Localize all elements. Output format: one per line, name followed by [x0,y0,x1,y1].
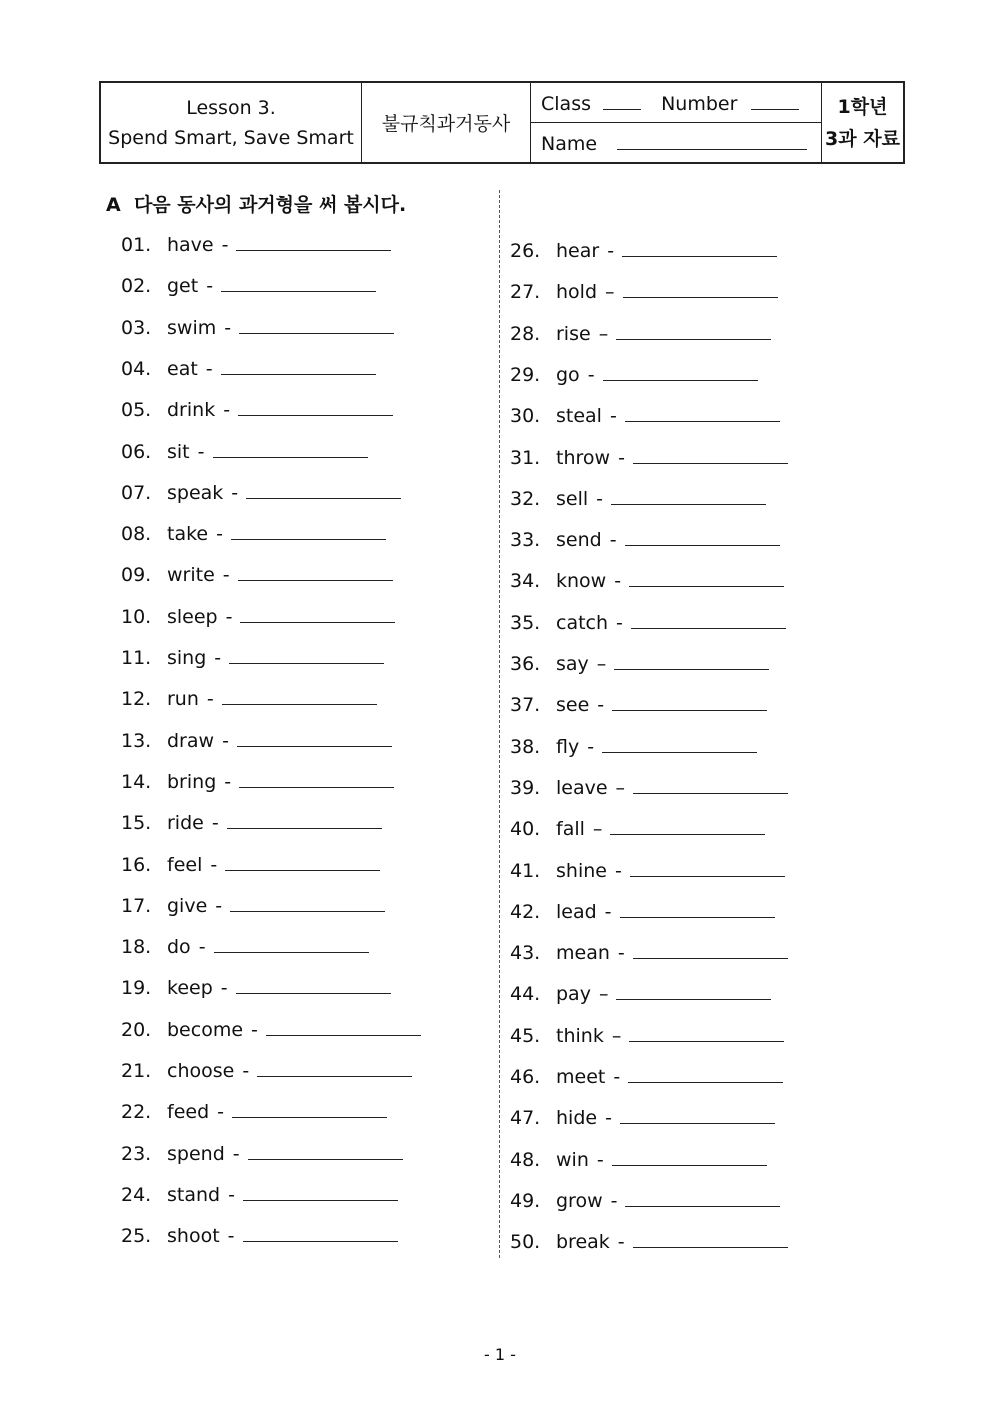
dash-separator: – [598,322,609,345]
item-number: 04. [121,357,152,380]
item-number: 32. [510,487,541,510]
answer-blank[interactable] [248,1141,403,1160]
dash-separator: - [607,240,615,262]
verb-item [510,527,780,553]
grade-cell [822,82,905,163]
item-number: 44. [510,983,541,1006]
dash-separator: - [614,859,622,882]
verb-word: speak [167,481,224,504]
verb-word: fly [556,735,580,758]
dash-separator: - [231,481,239,504]
item-number: 30. [510,405,541,428]
section-letter: A [106,194,121,216]
item-number: 28. [510,322,541,345]
verb-item [510,816,765,842]
verb-word: leave [556,776,608,799]
verb-item [121,1099,387,1125]
verb-word: spend [167,1142,225,1165]
verb-word: become [167,1018,244,1041]
dash-separator: - [222,729,229,752]
answer-blank[interactable] [612,692,767,711]
item-number: 20. [121,1018,152,1041]
item-number: 17. [121,894,152,917]
item-number: 43. [510,942,541,965]
item-number: 01. [121,234,152,256]
dash-separator: - [223,399,231,422]
item-number: 27. [510,281,541,304]
item-number: 34. [510,570,541,593]
verb-item [510,1229,788,1255]
answer-blank[interactable] [633,445,788,464]
dash-separator: - [220,977,228,1000]
dash-separator: - [596,487,604,510]
lesson-title: Lesson 3. [186,96,276,119]
dash-separator: - [211,812,219,835]
verb-item [121,397,393,423]
item-number: 47. [510,1107,541,1130]
answer-blank[interactable] [221,273,376,292]
verb-item [510,445,788,471]
item-number: 31. [510,446,541,469]
verb-word: sleep [167,605,218,628]
dash-separator: - [596,1148,604,1171]
verb-item [121,852,380,878]
dash-separator: – [596,653,607,675]
answer-blank[interactable] [230,893,385,912]
column-divider [499,190,500,1258]
item-number: 16. [121,853,152,876]
item-number: 14. [121,770,152,793]
dash-separator: - [225,605,233,628]
item-number: 05. [121,399,152,422]
verb-item [121,1058,412,1084]
verb-item [121,975,391,1001]
answer-blank[interactable] [633,940,788,959]
dash-separator: - [217,1101,224,1124]
answer-blank[interactable] [236,232,391,251]
verb-item [121,562,393,588]
verb-item [510,858,785,884]
verb-item [121,686,377,712]
answer-blank[interactable] [231,521,386,540]
dash-separator: – [598,983,609,1006]
item-number: 09. [121,564,152,587]
item-number: 11. [121,647,152,669]
verb-word: shoot [167,1225,220,1248]
dash-separator: - [609,529,617,552]
answer-blank[interactable] [232,1099,387,1118]
verb-item [510,1023,784,1049]
verb-word: write [167,564,215,587]
class-blank[interactable] [603,91,641,110]
dash-separator: - [597,694,605,717]
verb-word: go [556,363,580,386]
item-number: 08. [121,523,152,546]
verb-word: mean [556,942,610,965]
answer-blank[interactable] [603,362,758,381]
dash-separator: - [232,1142,240,1165]
verb-item [121,1182,398,1208]
verb-word: choose [167,1060,235,1082]
verb-item [510,775,788,801]
dash-separator: - [610,1189,618,1212]
verb-item [510,610,786,636]
item-number: 07. [121,481,152,504]
dash-separator: - [613,1066,621,1088]
item-number: 23. [121,1142,152,1165]
verb-item [121,1141,403,1167]
verb-item [121,769,394,795]
item-number: 26. [510,240,541,262]
answer-blank[interactable] [610,816,765,835]
item-number: 29. [510,363,541,386]
answer-blank[interactable] [631,610,786,629]
section-title [106,190,406,217]
answer-blank[interactable] [625,1188,780,1207]
verb-item [121,934,369,960]
item-number: 24. [121,1183,152,1206]
dash-separator: - [210,853,218,876]
item-number: 40. [510,818,541,841]
verb-word: grow [556,1189,603,1212]
dash-separator: - [609,405,617,428]
dash-separator: - [206,688,214,711]
verb-word: sing [167,647,207,669]
dash-separator: - [618,446,625,469]
answer-blank[interactable] [628,1064,783,1083]
verb-item [121,893,385,919]
item-number: 33. [510,529,541,552]
verb-item [121,810,382,836]
verb-word: shine [556,859,607,882]
verb-item [510,403,780,429]
item-number: 02. [121,275,152,298]
answer-blank[interactable] [616,981,771,1000]
verb-item [121,356,376,382]
dash-separator: - [205,357,213,380]
item-number: 49. [510,1189,541,1212]
answer-blank[interactable] [240,604,395,623]
item-number: 06. [121,440,152,463]
verb-item [510,321,771,347]
name-cell [531,123,822,164]
answer-blank[interactable] [222,686,377,705]
answer-blank[interactable] [266,1017,421,1036]
page-number: - 1 - [484,1345,516,1364]
verb-word: know [556,570,607,593]
verb-word: sit [167,440,190,463]
verb-word: take [167,523,209,546]
verb-word: feel [167,853,203,876]
dash-separator: – [611,1024,622,1047]
answer-blank[interactable] [243,1223,398,1242]
verb-word: send [556,529,602,552]
answer-blank[interactable] [623,279,778,298]
verb-word: hear [556,240,600,262]
item-number: 12. [121,688,152,711]
answer-blank[interactable] [225,852,380,871]
answer-blank[interactable] [246,480,401,499]
verb-word: meet [556,1066,606,1088]
verb-item [121,728,392,754]
answer-blank[interactable] [257,1058,412,1077]
item-number: 21. [121,1060,152,1082]
topic-cell: 불규칙과거동사 [362,82,531,163]
answer-blank[interactable] [221,356,376,375]
dash-separator: - [224,770,232,793]
answer-blank[interactable] [213,439,368,458]
verb-item [510,1105,775,1131]
verb-item [510,651,769,677]
dash-separator: - [614,570,622,593]
dash-separator: - [227,1225,235,1248]
dash-separator: - [214,647,222,669]
item-number: 18. [121,936,152,959]
answer-blank[interactable] [633,1229,788,1248]
item-number: 50. [510,1231,541,1254]
answer-blank[interactable] [238,562,393,581]
verb-item [121,232,391,258]
answer-blank[interactable] [620,1105,775,1124]
verb-word: sell [556,487,589,510]
verb-item [121,1223,398,1249]
name-blank[interactable] [617,131,807,150]
verb-word: say [556,653,589,675]
item-number: 35. [510,611,541,634]
verb-word: hide [556,1107,598,1130]
lesson-subtitle: Spend Smart, Save Smart [108,126,354,149]
verb-item [121,1017,421,1043]
answer-blank[interactable] [602,734,757,753]
header-table [99,81,905,164]
item-number: 25. [121,1225,152,1248]
verb-item [510,279,778,305]
verb-item [510,1147,767,1173]
answer-blank[interactable] [630,858,785,877]
verb-item [510,362,758,388]
answer-blank[interactable] [227,810,382,829]
item-number: 45. [510,1024,541,1047]
item-number: 19. [121,977,152,1000]
verb-item [121,273,376,299]
name-label: Name [541,132,598,155]
dash-separator: - [224,316,232,339]
answer-blank[interactable] [629,568,784,587]
item-number: 41. [510,859,541,882]
verb-word: stand [167,1183,221,1206]
answer-blank[interactable] [625,527,780,546]
verb-item [510,568,784,594]
verb-word: get [167,275,199,298]
answer-blank[interactable] [214,934,369,953]
dash-separator: - [251,1018,258,1041]
verb-word: ride [167,812,204,835]
class-number-cell [531,82,822,123]
verb-word: fall [556,818,585,841]
dash-separator: - [616,611,623,634]
item-number: 48. [510,1148,541,1171]
verb-word: catch [556,611,609,634]
verb-word: rise [556,322,591,345]
verb-word: lead [556,900,597,923]
verb-word: see [556,694,590,717]
verb-item [510,238,777,264]
dash-separator: - [605,1107,612,1130]
dash-separator: - [587,735,595,758]
dash-separator: - [215,894,223,917]
answer-blank[interactable] [633,775,788,794]
number-label: Number [661,92,738,115]
dash-separator: - [604,900,612,923]
answer-blank[interactable] [237,728,392,747]
verb-item [510,1064,783,1090]
dash-separator: – [592,818,603,841]
dash-separator: - [617,1231,625,1254]
verb-item [510,1188,780,1214]
dash-separator: - [242,1060,250,1082]
verb-word: think [556,1024,604,1047]
answer-blank[interactable] [616,321,771,340]
verb-item [121,645,384,671]
answer-blank[interactable] [236,975,391,994]
answer-blank[interactable] [229,645,384,664]
item-number: 46. [510,1066,541,1088]
verb-item [510,486,766,512]
answer-blank[interactable] [238,397,393,416]
answer-blank[interactable] [620,899,775,918]
verb-word: win [556,1148,589,1171]
answer-blank[interactable] [239,769,394,788]
verb-item [510,981,771,1007]
answer-blank[interactable] [239,315,394,334]
dash-separator: - [198,936,206,959]
grade-label: 1학년 [837,95,888,118]
dash-separator: - [228,1183,235,1206]
class-label: Class [541,92,591,115]
verb-word: bring [167,770,217,793]
item-number: 39. [510,776,541,799]
dash-separator: - [222,564,230,587]
verb-word: eat [167,357,198,380]
verb-word: steal [556,405,602,428]
verb-word: pay [556,983,591,1006]
verb-word: throw [556,446,611,469]
verb-word: break [556,1231,610,1254]
verb-item [121,480,401,506]
dash-separator: - [617,942,625,965]
dash-separator: - [587,363,595,386]
item-number: 13. [121,729,152,752]
verb-word: give [167,894,208,917]
verb-word: do [167,936,191,959]
verb-item [510,692,767,718]
item-number: 38. [510,735,541,758]
verb-item [510,899,775,925]
verb-item [510,940,788,966]
item-number: 36. [510,653,541,675]
answer-blank[interactable] [611,486,766,505]
verb-item [121,521,386,547]
item-number: 37. [510,694,541,717]
verb-item [510,734,757,760]
answer-blank[interactable] [625,403,780,422]
answer-blank[interactable] [622,238,777,257]
item-number: 15. [121,812,152,835]
dash-separator: – [605,281,615,304]
item-number: 03. [121,316,152,339]
number-blank[interactable] [751,91,799,110]
item-number: 42. [510,900,541,923]
lesson-cell [100,82,362,163]
answer-blank[interactable] [629,1023,784,1042]
verb-word: feed [167,1101,210,1124]
verb-item [121,604,395,630]
verb-word: run [167,688,199,711]
dash-separator: – [615,776,626,799]
verb-word: draw [167,729,215,752]
verb-word: have [167,234,214,256]
item-number: 10. [121,605,152,628]
verb-word: hold [556,281,598,304]
dash-separator: - [197,440,205,463]
verb-word: keep [167,977,213,1000]
answer-blank[interactable] [614,651,769,670]
answer-blank[interactable] [612,1147,767,1166]
dash-separator: - [206,275,214,298]
answer-blank[interactable] [243,1182,398,1201]
section-instruction: 다음 동사의 과거형을 써 봅시다. [133,194,407,216]
lesson-material-label: 3과 자료 [825,127,900,150]
item-number: 22. [121,1101,152,1124]
verb-item [121,439,368,465]
verb-word: drink [167,399,216,422]
dash-separator: - [221,234,229,256]
verb-word: swim [167,316,217,339]
dash-separator: - [216,523,223,546]
verb-item [121,315,394,341]
